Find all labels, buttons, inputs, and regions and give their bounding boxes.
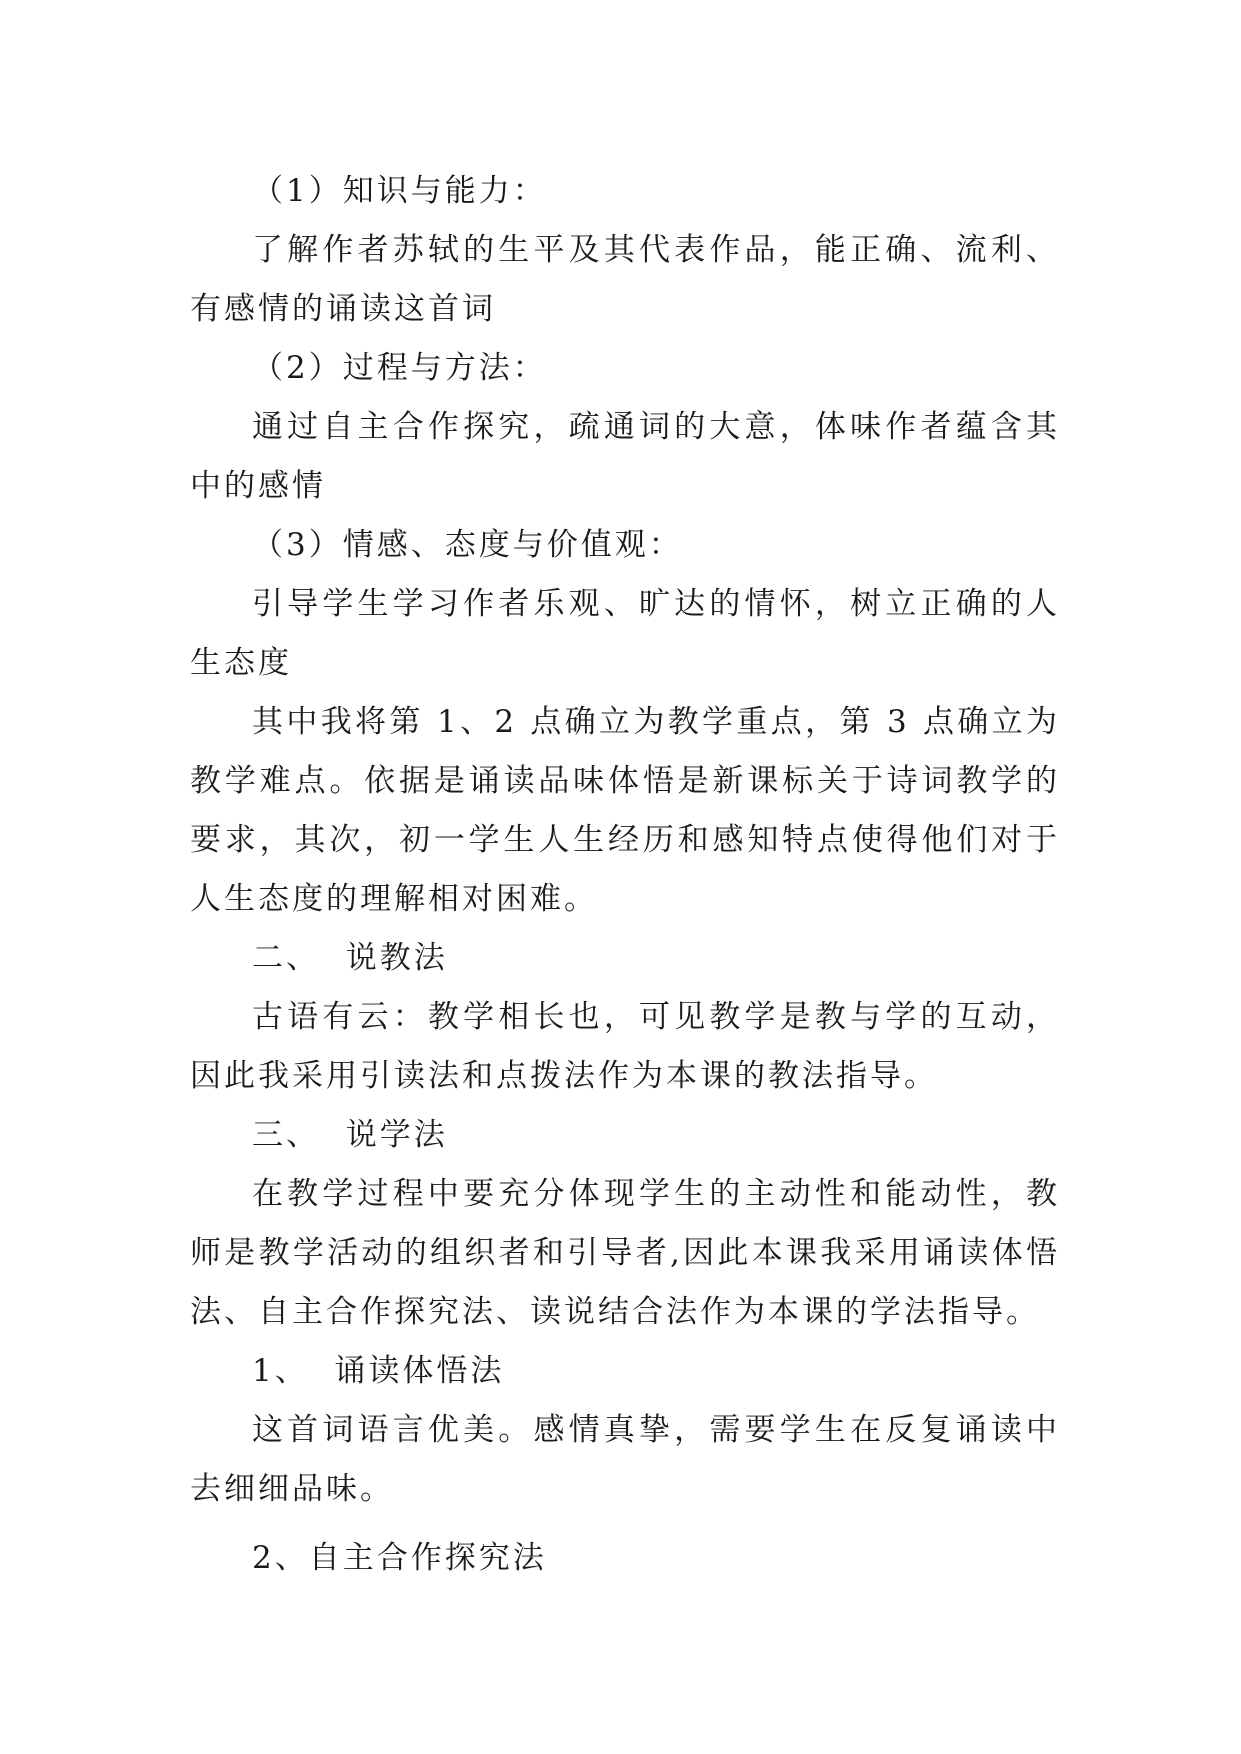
paragraph-learning-method: 在教学过程中要充分体现学生的主动性和能动性，教师是教学活动的组织者和引导者,因此本课我采用诵读体悟法、自主合作探究法、读说结合法作为本课的学法指导。 xyxy=(190,1176,1060,1330)
paragraph-knowledge-ability: 了解作者苏轼的生平及其代表作品，能正确、流利、有感情的诵读这首词 xyxy=(190,232,1060,327)
paragraph-process-method: 通过自主合作探究，疏通词的大意，体味作者蕴含其中的感情 xyxy=(190,409,1060,504)
paragraph-key-points: 其中我将第 1、2 点确立为教学重点，第 3 点确立为教学难点。依据是诵读品味体悟是新课标关于诗词教学的要求，其次，初一学生人生经历和感知特点使得他们对于人生态度的理解相对困难。 xyxy=(190,704,1060,917)
heading-recitation-method: 1、 诵读体悟法 xyxy=(252,1353,505,1389)
heading-learning-method: 三、 说学法 xyxy=(252,1117,448,1153)
paragraph-teaching-method: 古语有云：教学相长也，可见教学是教与学的互动，因此我采用引读法和点拨法作为本课的教法指导。 xyxy=(190,999,1060,1094)
paragraph-emotion-values: 引导学生学习作者乐观、旷达的情怀，树立正确的人生态度 xyxy=(190,586,1060,681)
spacer xyxy=(190,1519,1060,1529)
heading-process-method: （2）过程与方法： xyxy=(252,350,547,386)
heading-emotion-values: （3）情感、态度与价值观： xyxy=(252,527,683,563)
paragraph-recitation-method: 这首词语言优美。感情真挚，需要学生在反复诵读中去细细品味。 xyxy=(190,1412,1060,1507)
document-body xyxy=(190,162,1060,1588)
heading-cooperative-inquiry: 2、自主合作探究法 xyxy=(252,1540,547,1576)
heading-teaching-method: 二、 说教法 xyxy=(252,940,448,976)
heading-knowledge-ability: （1）知识与能力： xyxy=(252,173,547,209)
